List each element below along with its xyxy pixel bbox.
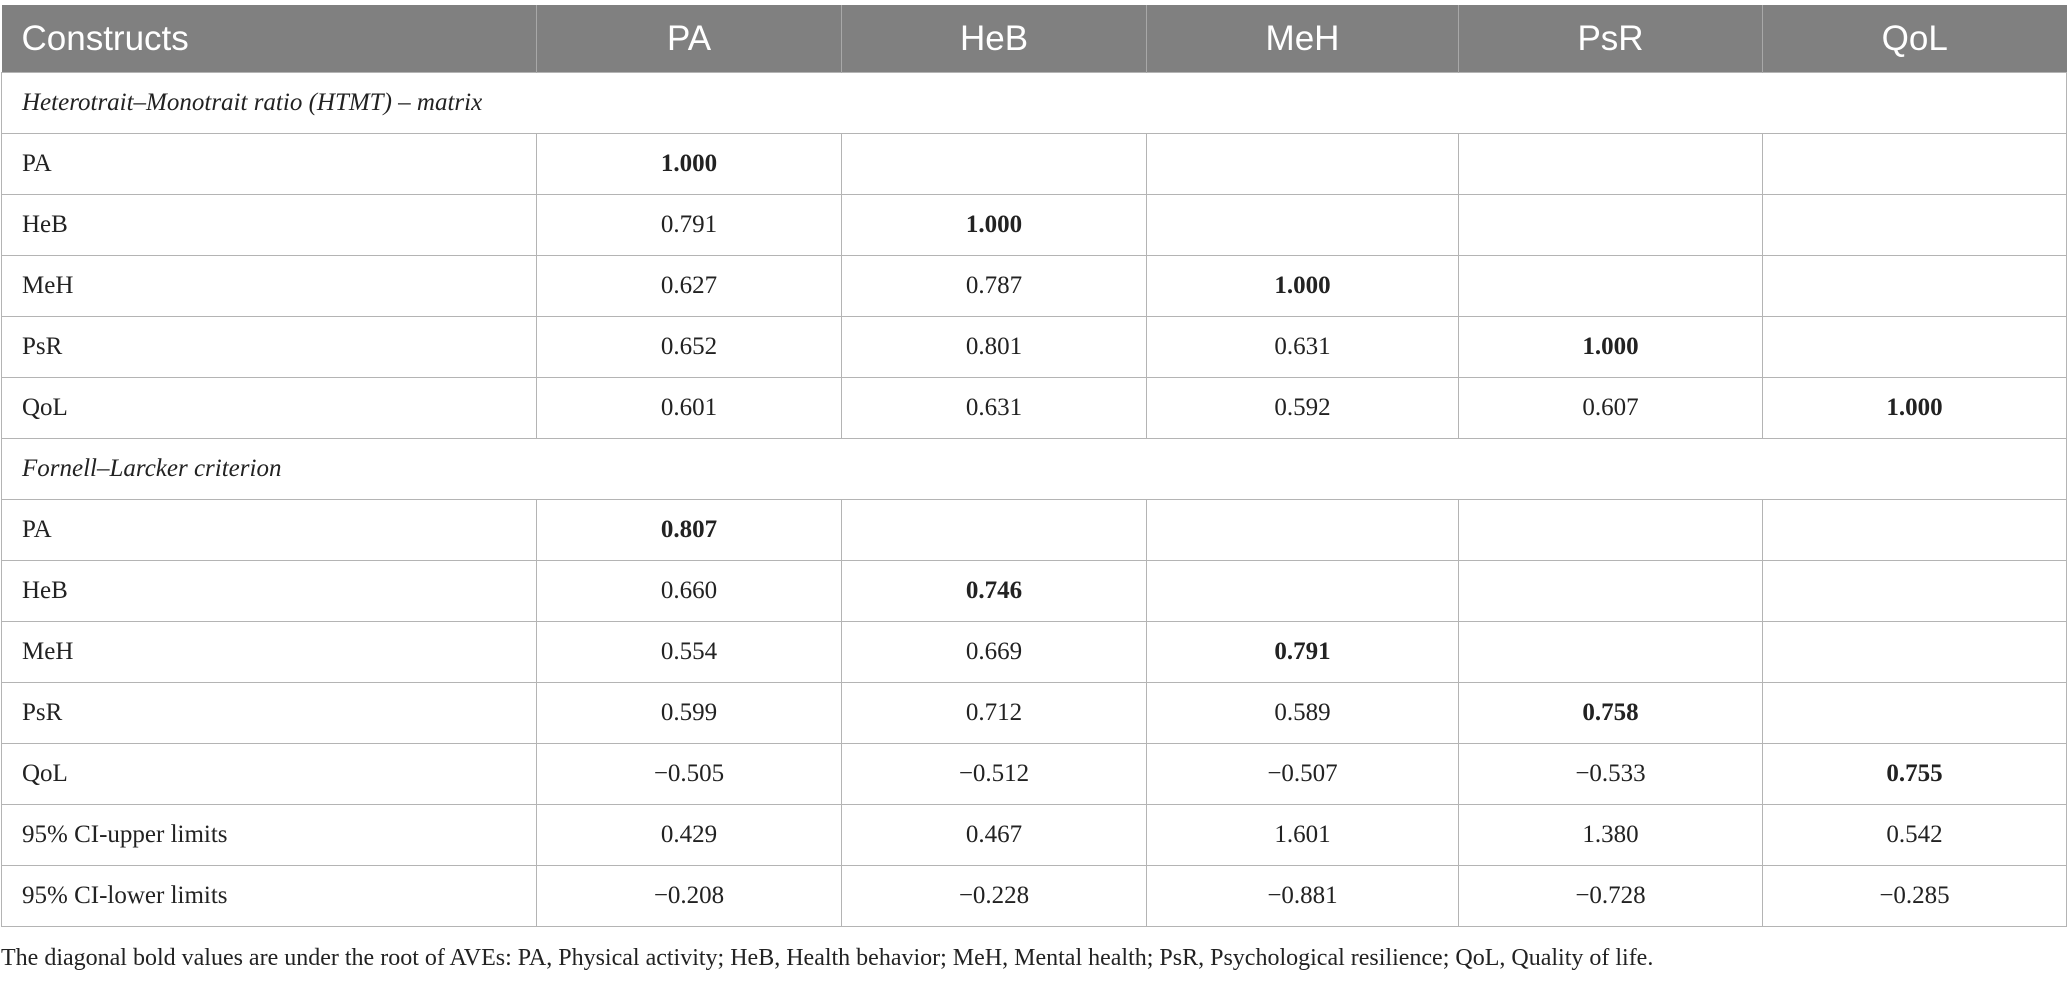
table-cell: 0.429 xyxy=(537,805,842,866)
table-cell: 0.755 xyxy=(1763,744,2067,805)
header-pa: PA xyxy=(537,5,842,73)
table-cell: 1.000 xyxy=(537,134,842,195)
row-label: PsR xyxy=(2,317,537,378)
discriminant-validity-table xyxy=(1,5,2067,927)
table-cell: 1.000 xyxy=(1147,256,1459,317)
row-label: 95% CI-lower limits xyxy=(2,866,537,927)
table-cell: −0.208 xyxy=(537,866,842,927)
row-label: QoL xyxy=(2,744,537,805)
row-label: PA xyxy=(2,500,537,561)
table-cell: 0.627 xyxy=(537,256,842,317)
table-cell: −0.728 xyxy=(1459,866,1763,927)
table-cell: 0.758 xyxy=(1459,683,1763,744)
table-cell: 0.787 xyxy=(842,256,1147,317)
table-cell: 0.607 xyxy=(1459,378,1763,439)
table-cell xyxy=(1763,317,2067,378)
table-row xyxy=(2,805,2067,866)
table-cell: 1.601 xyxy=(1147,805,1459,866)
row-label: HeB xyxy=(2,561,537,622)
table-cell: 0.791 xyxy=(1147,622,1459,683)
table-header xyxy=(2,5,2067,73)
section-header-row xyxy=(2,73,2067,134)
table-cell: 1.000 xyxy=(1763,378,2067,439)
table-cell: 0.712 xyxy=(842,683,1147,744)
table-cell xyxy=(1763,195,2067,256)
table-cell: 0.631 xyxy=(1147,317,1459,378)
table-row xyxy=(2,500,2067,561)
table-cell: −0.881 xyxy=(1147,866,1459,927)
table-cell: 0.791 xyxy=(537,195,842,256)
section-title: Fornell–Larcker criterion xyxy=(2,439,2067,500)
table-cell xyxy=(1147,500,1459,561)
table-row xyxy=(2,561,2067,622)
table-cell: −0.228 xyxy=(842,866,1147,927)
table-row xyxy=(2,622,2067,683)
table-cell: −0.507 xyxy=(1147,744,1459,805)
table-cell: 0.589 xyxy=(1147,683,1459,744)
table-cell: −0.285 xyxy=(1763,866,2067,927)
table-cell: 0.592 xyxy=(1147,378,1459,439)
header-constructs: Constructs xyxy=(2,5,537,73)
header-qol: QoL xyxy=(1763,5,2067,73)
table-cell xyxy=(1763,256,2067,317)
table-cell: 0.660 xyxy=(537,561,842,622)
table-cell xyxy=(1147,134,1459,195)
table-cell: 0.801 xyxy=(842,317,1147,378)
table-cell: 0.542 xyxy=(1763,805,2067,866)
table-cell: 0.807 xyxy=(537,500,842,561)
table-cell: 1.000 xyxy=(1459,317,1763,378)
table-cell xyxy=(1459,561,1763,622)
row-label: HeB xyxy=(2,195,537,256)
table-cell xyxy=(1147,195,1459,256)
section-title: Heterotrait–Monotrait ratio (HTMT) – matrix xyxy=(2,73,2067,134)
row-label: PA xyxy=(2,134,537,195)
table-body xyxy=(2,73,2067,927)
table-cell xyxy=(1763,683,2067,744)
table-cell: 0.599 xyxy=(537,683,842,744)
table-row xyxy=(2,744,2067,805)
table-cell: 0.746 xyxy=(842,561,1147,622)
row-label: QoL xyxy=(2,378,537,439)
table-cell xyxy=(1459,622,1763,683)
table-cell: −0.505 xyxy=(537,744,842,805)
table-cell: 0.554 xyxy=(537,622,842,683)
row-label: MeH xyxy=(2,256,537,317)
table-cell xyxy=(1459,256,1763,317)
table-row xyxy=(2,866,2067,927)
table-cell: −0.512 xyxy=(842,744,1147,805)
table-cell: 1.380 xyxy=(1459,805,1763,866)
header-row xyxy=(2,5,2067,73)
table-cell xyxy=(1459,500,1763,561)
table-cell xyxy=(1763,134,2067,195)
table-row xyxy=(2,317,2067,378)
table-cell xyxy=(1763,500,2067,561)
table-cell: 0.467 xyxy=(842,805,1147,866)
table-cell xyxy=(1763,622,2067,683)
header-psr: PsR xyxy=(1459,5,1763,73)
header-meh: MeH xyxy=(1147,5,1459,73)
table-cell xyxy=(842,500,1147,561)
section-header-row xyxy=(2,439,2067,500)
row-label: MeH xyxy=(2,622,537,683)
row-label: PsR xyxy=(2,683,537,744)
table-row xyxy=(2,134,2067,195)
table-footnote: The diagonal bold values are under the root of AVEs: PA, Physical activity; HeB, Health behavior; MeH, Mental health; PsR, Psychological resilience; QoL, Quality of life. xyxy=(1,945,1654,971)
table-cell: 0.631 xyxy=(842,378,1147,439)
table-cell xyxy=(1147,561,1459,622)
table-row xyxy=(2,378,2067,439)
header-heb: HeB xyxy=(842,5,1147,73)
table-cell: 1.000 xyxy=(842,195,1147,256)
table-cell: 0.669 xyxy=(842,622,1147,683)
table-cell xyxy=(1763,561,2067,622)
table-cell: 0.601 xyxy=(537,378,842,439)
table-cell xyxy=(1459,195,1763,256)
table-row xyxy=(2,683,2067,744)
table-cell xyxy=(1459,134,1763,195)
table-cell xyxy=(842,134,1147,195)
table-row xyxy=(2,195,2067,256)
row-label: 95% CI-upper limits xyxy=(2,805,537,866)
table-cell: −0.533 xyxy=(1459,744,1763,805)
table-row xyxy=(2,256,2067,317)
table-cell: 0.652 xyxy=(537,317,842,378)
